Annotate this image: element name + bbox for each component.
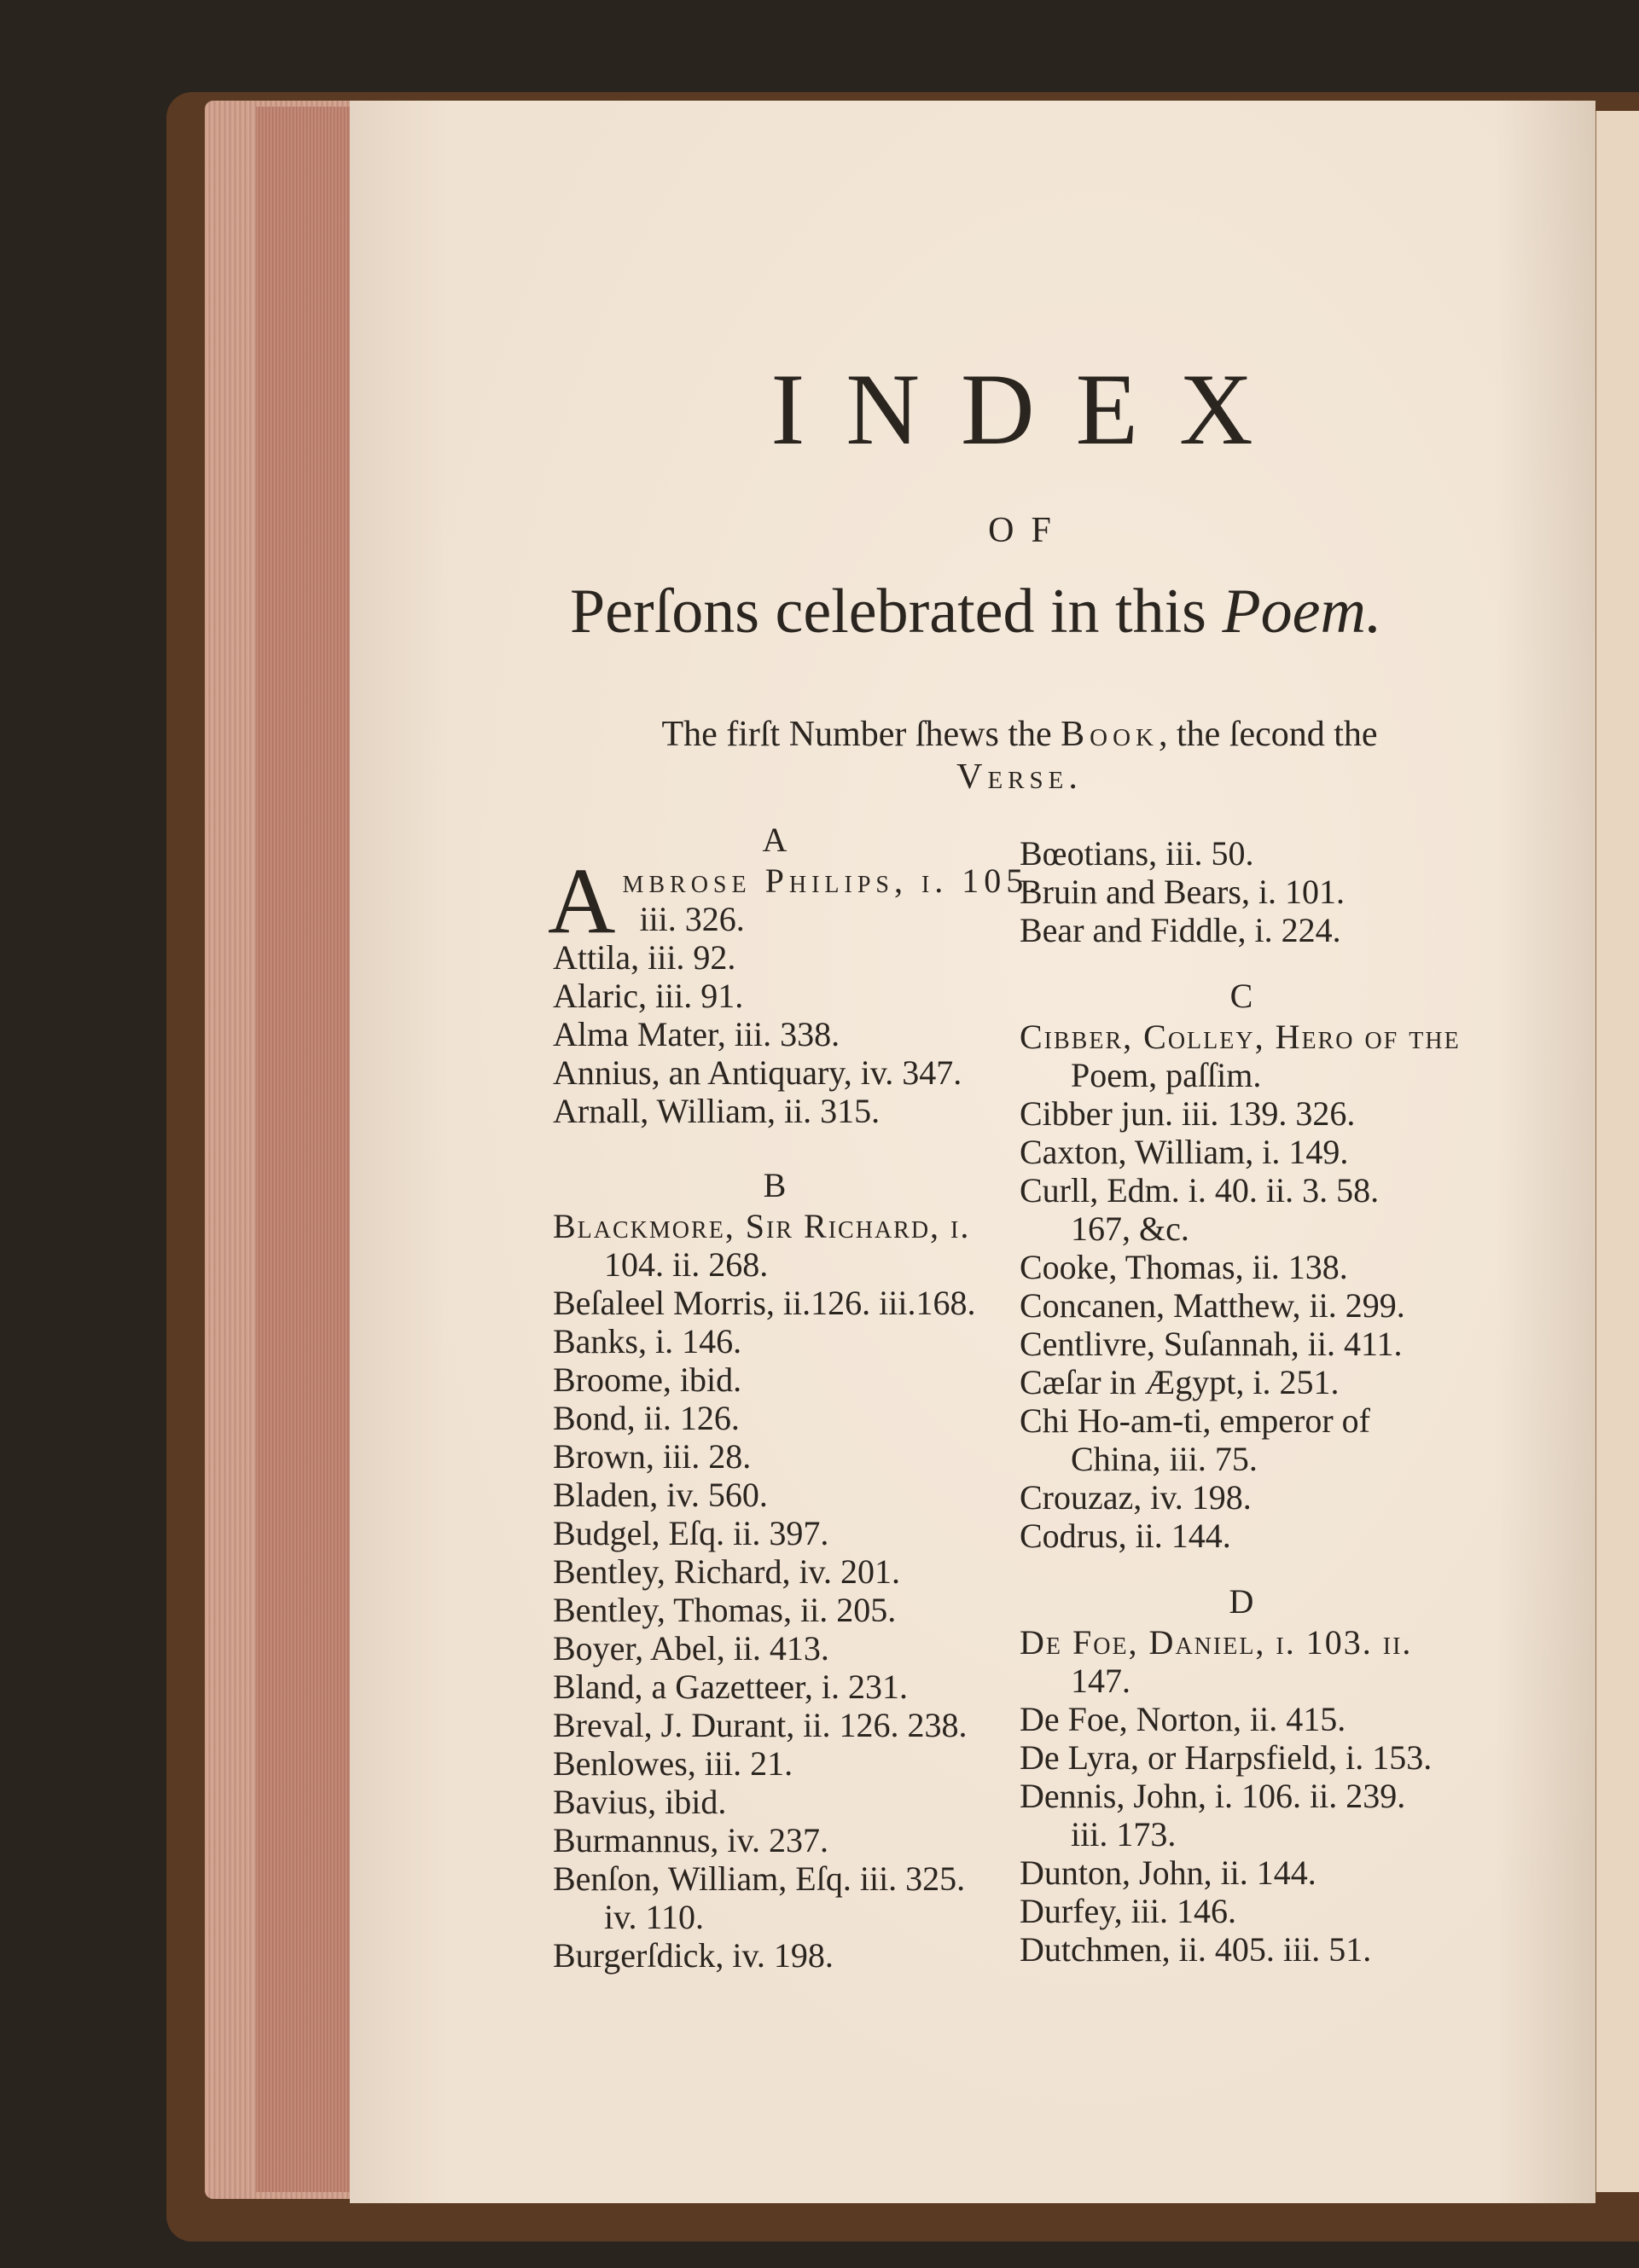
index-entry: Broome, ibid.	[553, 1360, 742, 1399]
index-entry-cibber: Cibber, Colley, Hero of the	[1020, 1018, 1461, 1056]
index-entry: Attila, iii. 92.	[553, 938, 736, 977]
title-of: OF	[988, 511, 1068, 550]
section-letter-a: A	[762, 821, 788, 859]
index-entry-cont: 147.	[1071, 1662, 1130, 1700]
ambrose-text: mbrose Philips, i. 105.	[622, 861, 1043, 900]
index-entry: Bentley, Richard, iv. 201.	[553, 1552, 900, 1591]
index-entry: Bavius, ibid.	[553, 1783, 727, 1821]
index-entry: Bruin and Bears, i. 101.	[1020, 873, 1345, 911]
index-entry: Bentley, Thomas, ii. 205.	[553, 1591, 897, 1629]
index-entry: Curll, Edm. i. 40. ii. 3. 58.	[1020, 1171, 1380, 1209]
section-letter-b: B	[763, 1166, 787, 1204]
index-entry: Bland, a Gazetteer, i. 231.	[553, 1668, 909, 1706]
index-entry: Budgel, Eſq. ii. 397.	[553, 1514, 829, 1552]
index-entry-ambrose	[548, 849, 1043, 953]
index-entry: Burmannus, iv. 237.	[553, 1821, 828, 1859]
index-entry-defoe: De Foe, Daniel, i. 103. ii.	[1020, 1623, 1413, 1662]
index-entry-benson: Benſon, William, Eſq. iii. 325.	[553, 1859, 966, 1898]
index-entry: Bear and Fiddle, i. 224.	[1020, 911, 1341, 949]
index-entry: Durfey, iii. 146.	[1020, 1892, 1237, 1930]
facing-page-edge	[1594, 111, 1639, 2192]
index-note	[593, 713, 1446, 798]
index-entry: Banks, i. 146.	[553, 1322, 742, 1360]
index-entry: Alaric, iii. 91.	[553, 977, 744, 1015]
index-entry-burgersdick: Burgerſdick, iv. 198.	[553, 1936, 834, 1975]
page-edges-gilt	[256, 107, 352, 2192]
index-entry: Caxton, William, i. 149.	[1020, 1133, 1349, 1171]
note-part1: The firſt Number ſhews the	[661, 715, 1052, 754]
section-letter-d: D	[1229, 1582, 1254, 1621]
index-entry: Alma Mater, iii. 338.	[553, 1015, 840, 1053]
index-entry: Bond, ii. 126.	[553, 1399, 740, 1437]
index-entry: De Foe, Norton, ii. 415.	[1020, 1700, 1346, 1738]
index-entry: Crouzaz, iv. 198.	[1020, 1478, 1252, 1517]
note-book: Book	[1061, 715, 1159, 754]
index-entry: Brown, iii. 28.	[553, 1437, 752, 1476]
index-entry: Breval, J. Durant, ii. 126. 238.	[553, 1706, 968, 1744]
index-entry: Dutchmen, ii. 405. iii. 51.	[1020, 1930, 1372, 1969]
ambrose-cont: iii. 326.	[639, 900, 745, 938]
index-entry: Boyer, Abel, ii. 413.	[553, 1629, 829, 1668]
index-entry: Arnall, William, ii. 315.	[553, 1092, 881, 1130]
index-entry: Concanen, Matthew, ii. 299.	[1020, 1286, 1405, 1325]
index-entry: Beſaleel Morris, ii.126. iii.168.	[553, 1284, 976, 1322]
page-subtitle	[570, 577, 1474, 647]
index-entry: Annius, an Antiquary, iv. 347.	[553, 1053, 962, 1092]
index-entry: Dunton, John, ii. 144.	[1020, 1853, 1316, 1892]
index-entry: Bœotians, iii. 50.	[1020, 834, 1254, 873]
index-entry: Cibber jun. iii. 139. 326.	[1020, 1094, 1356, 1133]
index-entry-blackmore: Blackmore, Sir Richard, i.	[553, 1207, 971, 1245]
note-part2: , the ſecond the	[1158, 715, 1378, 754]
note-verse: Verse.	[956, 757, 1083, 797]
drop-cap: A	[548, 849, 616, 953]
index-entry: Bladen, iv. 560.	[553, 1476, 768, 1514]
index-column-left	[548, 819, 1043, 1975]
page-title: INDEX	[770, 352, 1294, 466]
index-entry-cont: 167, &c.	[1071, 1209, 1189, 1248]
index-entry-cont: Poem, paſſim.	[1071, 1056, 1262, 1094]
subtitle-main: Perſons celebrated in this	[570, 577, 1206, 647]
index-entry: Codrus, ii. 144.	[1020, 1517, 1231, 1555]
index-entry: Cooke, Thomas, ii. 138.	[1020, 1248, 1348, 1286]
index-entry: De Lyra, or Harpsfield, i. 153.	[1020, 1738, 1433, 1777]
index-column-right	[1020, 834, 1463, 1969]
index-entry: Cæſar in Ægypt, i. 251.	[1020, 1363, 1340, 1401]
index-entry: Chi Ho-am-ti, emperor of	[1020, 1401, 1370, 1440]
index-entry: Benlowes, iii. 21.	[553, 1744, 793, 1783]
index-entry: Dennis, John, i. 106. ii. 239.	[1020, 1777, 1406, 1815]
index-entry-cont: iv. 110.	[604, 1898, 705, 1936]
section-letter-c: C	[1229, 977, 1253, 1015]
index-entry-cont: 104. ii. 268.	[604, 1245, 769, 1284]
index-entry: Centlivre, Suſannah, ii. 411.	[1020, 1325, 1403, 1363]
subtitle-italic: Poem.	[1222, 577, 1382, 647]
index-entry-cont: iii. 173.	[1071, 1815, 1177, 1853]
index-entry-cont: China, iii. 75.	[1071, 1440, 1258, 1478]
